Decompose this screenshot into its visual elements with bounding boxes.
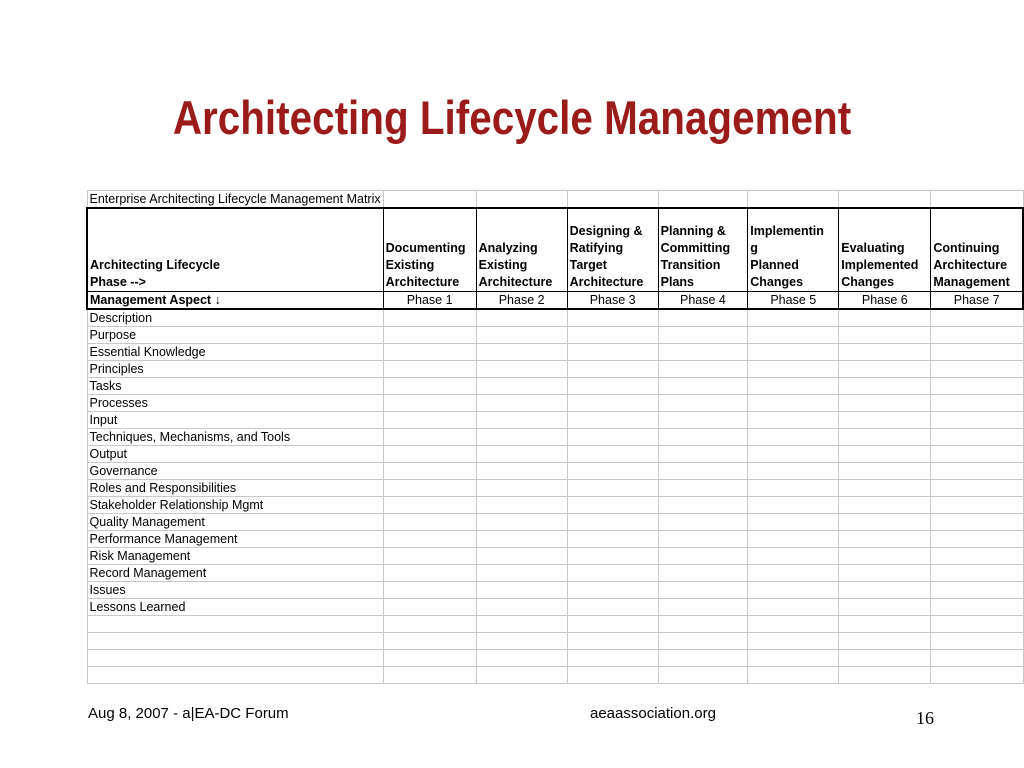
matrix-cell bbox=[383, 667, 476, 684]
matrix-cell bbox=[839, 463, 931, 480]
table-row bbox=[87, 378, 1023, 395]
matrix-cell bbox=[476, 531, 567, 548]
matrix-cell bbox=[748, 633, 839, 650]
matrix-cell bbox=[658, 480, 748, 497]
table-row bbox=[87, 327, 1023, 344]
matrix-cell bbox=[567, 531, 658, 548]
matrix-cell bbox=[839, 633, 931, 650]
matrix-cell bbox=[476, 429, 567, 446]
matrix-cell bbox=[567, 633, 658, 650]
matrix-cell bbox=[476, 327, 567, 344]
matrix-cell bbox=[931, 650, 1023, 667]
matrix-cell bbox=[383, 650, 476, 667]
matrix-cell bbox=[748, 361, 839, 378]
phase-name-cell bbox=[567, 208, 658, 292]
aspect-label: Tasks bbox=[87, 378, 383, 395]
table-row bbox=[87, 463, 1023, 480]
matrix-cell bbox=[839, 599, 931, 616]
aspect-label: Governance bbox=[87, 463, 383, 480]
row-header-label: Architecting Lifecycle Phase --> bbox=[90, 258, 220, 289]
slide-title: Architecting Lifecycle Management bbox=[172, 91, 852, 144]
matrix-cell bbox=[658, 633, 748, 650]
matrix-cell bbox=[748, 463, 839, 480]
matrix-cell bbox=[476, 395, 567, 412]
matrix-cell bbox=[931, 582, 1023, 599]
matrix-cell bbox=[567, 463, 658, 480]
matrix-cell bbox=[931, 378, 1023, 395]
matrix-cell bbox=[567, 599, 658, 616]
footer-date-forum: Aug 8, 2007 - a|EA-DC Forum bbox=[88, 705, 289, 722]
table-row bbox=[87, 309, 1023, 327]
matrix-cell bbox=[748, 327, 839, 344]
matrix-cell bbox=[476, 309, 567, 327]
matrix-cell bbox=[839, 378, 931, 395]
matrix-cell bbox=[383, 412, 476, 429]
phase-name-cell bbox=[748, 208, 839, 292]
matrix-cell bbox=[748, 565, 839, 582]
matrix-cell bbox=[748, 531, 839, 548]
table-row bbox=[87, 599, 1023, 616]
matrix-cell bbox=[931, 344, 1023, 361]
matrix-cell bbox=[383, 599, 476, 616]
matrix-cell bbox=[567, 480, 658, 497]
table-row bbox=[87, 497, 1023, 514]
matrix-cell bbox=[931, 327, 1023, 344]
matrix-cell bbox=[567, 412, 658, 429]
aspect-label: Output bbox=[87, 446, 383, 463]
matrix-cell bbox=[383, 480, 476, 497]
matrix-cell bbox=[931, 548, 1023, 565]
row-header-cell bbox=[87, 208, 383, 292]
table-row bbox=[87, 616, 1023, 633]
aspect-label bbox=[87, 667, 383, 684]
phase-name-4: Planning & Committing Transition Plans bbox=[660, 224, 731, 289]
matrix-cell bbox=[476, 514, 567, 531]
matrix-cell bbox=[931, 633, 1023, 650]
matrix-cell bbox=[658, 531, 748, 548]
matrix-cell bbox=[839, 531, 931, 548]
matrix-cell bbox=[383, 548, 476, 565]
matrix-cell bbox=[383, 361, 476, 378]
table-row bbox=[87, 582, 1023, 599]
matrix-cell bbox=[931, 497, 1023, 514]
phase-name-cell bbox=[658, 208, 748, 292]
matrix-cell bbox=[383, 344, 476, 361]
matrix-cell bbox=[476, 497, 567, 514]
aspect-label: Description bbox=[87, 309, 383, 327]
matrix-cell bbox=[839, 309, 931, 327]
aspect-label: Processes bbox=[87, 395, 383, 412]
matrix-cell bbox=[567, 361, 658, 378]
matrix-cell bbox=[567, 565, 658, 582]
matrix-cell bbox=[748, 599, 839, 616]
aspect-label: Lessons Learned bbox=[87, 599, 383, 616]
matrix-cell bbox=[658, 582, 748, 599]
matrix-cell bbox=[748, 582, 839, 599]
matrix-cell bbox=[658, 548, 748, 565]
matrix-cell bbox=[839, 327, 931, 344]
matrix-cell bbox=[658, 463, 748, 480]
matrix-cell bbox=[476, 480, 567, 497]
phase-name-5: Implementin g Planned Changes bbox=[750, 224, 824, 289]
phase-name-3: Designing & Ratifying Target Architecture bbox=[569, 224, 644, 289]
matrix-cell bbox=[383, 327, 476, 344]
phase-name-row bbox=[87, 208, 1023, 292]
matrix-cell bbox=[839, 480, 931, 497]
matrix-cell bbox=[931, 565, 1023, 582]
matrix-cell bbox=[931, 531, 1023, 548]
matrix-cell bbox=[383, 633, 476, 650]
matrix-cell bbox=[839, 565, 931, 582]
phase-name-2: Analyzing Existing Architecture bbox=[478, 241, 553, 289]
matrix-cell bbox=[658, 309, 748, 327]
matrix-cell bbox=[839, 446, 931, 463]
matrix-cell bbox=[383, 616, 476, 633]
matrix-cell bbox=[476, 599, 567, 616]
table-row bbox=[87, 480, 1023, 497]
table-row bbox=[87, 667, 1023, 684]
footer-website: aeaassociation.org bbox=[590, 705, 716, 722]
phase-label-2: Phase 2 bbox=[476, 292, 567, 310]
phase-name-cell bbox=[383, 208, 476, 292]
matrix-cell bbox=[567, 309, 658, 327]
matrix-cell bbox=[931, 667, 1023, 684]
matrix-cell bbox=[931, 395, 1023, 412]
aspect-label: Techniques, Mechanisms, and Tools bbox=[87, 429, 383, 446]
matrix-cell bbox=[383, 531, 476, 548]
aspect-label: Risk Management bbox=[87, 548, 383, 565]
matrix-cell bbox=[383, 497, 476, 514]
matrix-cell bbox=[567, 497, 658, 514]
matrix-cell bbox=[567, 395, 658, 412]
matrix-cell bbox=[383, 446, 476, 463]
matrix-cell bbox=[567, 446, 658, 463]
matrix-cell bbox=[658, 446, 748, 463]
matrix-caption: Enterprise Architecting Lifecycle Management Matrix bbox=[87, 191, 383, 209]
matrix-cell bbox=[658, 361, 748, 378]
phase-label-5: Phase 5 bbox=[748, 292, 839, 310]
matrix-cell bbox=[839, 514, 931, 531]
table-row bbox=[87, 650, 1023, 667]
phase-label-6: Phase 6 bbox=[839, 292, 931, 310]
matrix-cell bbox=[658, 514, 748, 531]
aspect-label: Stakeholder Relationship Mgmt bbox=[87, 497, 383, 514]
matrix-cell bbox=[476, 463, 567, 480]
table-row bbox=[87, 344, 1023, 361]
matrix-cell bbox=[931, 412, 1023, 429]
aspect-label: Record Management bbox=[87, 565, 383, 582]
caption-row bbox=[87, 191, 1023, 209]
management-aspect-label: Management Aspect ↓ bbox=[87, 292, 383, 310]
table-row bbox=[87, 565, 1023, 582]
phase-name-7: Continuing Architecture Management bbox=[933, 241, 1010, 289]
matrix-cell bbox=[931, 463, 1023, 480]
phase-name-cell bbox=[839, 208, 931, 292]
matrix-cell bbox=[658, 412, 748, 429]
table-row bbox=[87, 361, 1023, 378]
matrix-cell bbox=[748, 514, 839, 531]
matrix-cell bbox=[931, 429, 1023, 446]
matrix-cell bbox=[748, 650, 839, 667]
matrix-cell bbox=[748, 446, 839, 463]
matrix-cell bbox=[567, 548, 658, 565]
matrix-cell bbox=[567, 327, 658, 344]
table-row bbox=[87, 514, 1023, 531]
phase-label-7: Phase 7 bbox=[931, 292, 1023, 310]
table-row bbox=[87, 548, 1023, 565]
matrix-cell bbox=[567, 582, 658, 599]
matrix-cell bbox=[383, 463, 476, 480]
phase-name-6: Evaluating Implemented Changes bbox=[841, 241, 919, 289]
matrix-cell bbox=[658, 429, 748, 446]
matrix-cell bbox=[931, 480, 1023, 497]
matrix-cell bbox=[658, 616, 748, 633]
matrix-cell bbox=[658, 378, 748, 395]
matrix-cell bbox=[658, 395, 748, 412]
matrix-cell bbox=[839, 497, 931, 514]
matrix-cell bbox=[839, 412, 931, 429]
aspect-label bbox=[87, 650, 383, 667]
matrix-cell bbox=[931, 616, 1023, 633]
matrix-cell bbox=[748, 429, 839, 446]
matrix-cell bbox=[931, 514, 1023, 531]
matrix-cell bbox=[748, 548, 839, 565]
page-number: 16 bbox=[916, 708, 934, 728]
matrix-cell bbox=[839, 361, 931, 378]
matrix-cell bbox=[658, 344, 748, 361]
matrix-cell bbox=[839, 667, 931, 684]
table-row bbox=[87, 531, 1023, 548]
matrix-cell bbox=[839, 548, 931, 565]
aspect-label: Issues bbox=[87, 582, 383, 599]
matrix-cell bbox=[476, 548, 567, 565]
matrix-cell bbox=[658, 650, 748, 667]
matrix-cell bbox=[748, 497, 839, 514]
lifecycle-matrix bbox=[86, 190, 1024, 684]
matrix-cell bbox=[658, 599, 748, 616]
matrix-cell bbox=[567, 667, 658, 684]
table-row bbox=[87, 429, 1023, 446]
aspect-label: Roles and Responsibilities bbox=[87, 480, 383, 497]
matrix-cell bbox=[567, 514, 658, 531]
matrix-cell bbox=[839, 582, 931, 599]
matrix-cell bbox=[748, 480, 839, 497]
matrix-cell bbox=[476, 650, 567, 667]
matrix-cell bbox=[476, 361, 567, 378]
aspect-label bbox=[87, 616, 383, 633]
matrix-cell bbox=[383, 429, 476, 446]
matrix-cell bbox=[476, 667, 567, 684]
matrix-cell bbox=[839, 616, 931, 633]
aspect-label: Quality Management bbox=[87, 514, 383, 531]
table-row bbox=[87, 633, 1023, 650]
aspect-label: Purpose bbox=[87, 327, 383, 344]
matrix-cell bbox=[383, 514, 476, 531]
matrix-cell bbox=[839, 429, 931, 446]
matrix-cell bbox=[931, 446, 1023, 463]
matrix-cell bbox=[931, 361, 1023, 378]
matrix-cell bbox=[383, 395, 476, 412]
matrix-cell bbox=[748, 412, 839, 429]
matrix-cell bbox=[839, 344, 931, 361]
matrix-cell bbox=[839, 650, 931, 667]
matrix-cell bbox=[658, 497, 748, 514]
matrix-cell bbox=[931, 599, 1023, 616]
matrix-cell bbox=[748, 667, 839, 684]
matrix-cell bbox=[748, 395, 839, 412]
matrix-cell bbox=[476, 412, 567, 429]
matrix-cell bbox=[931, 309, 1023, 327]
matrix-cell bbox=[748, 616, 839, 633]
aspect-label bbox=[87, 633, 383, 650]
phase-name-1: Documenting Existing Architecture bbox=[385, 241, 466, 289]
matrix-cell bbox=[383, 378, 476, 395]
matrix-cell bbox=[383, 565, 476, 582]
matrix-cell bbox=[748, 344, 839, 361]
aspect-label: Input bbox=[87, 412, 383, 429]
table-row bbox=[87, 395, 1023, 412]
phase-name-cell bbox=[476, 208, 567, 292]
table-row bbox=[87, 446, 1023, 463]
phase-label-1: Phase 1 bbox=[383, 292, 476, 310]
phase-name-cell bbox=[931, 208, 1023, 292]
matrix-cell bbox=[567, 429, 658, 446]
matrix-cell bbox=[567, 650, 658, 667]
matrix-cell bbox=[383, 309, 476, 327]
phase-label-4: Phase 4 bbox=[658, 292, 748, 310]
matrix-cell bbox=[383, 582, 476, 599]
phase-label-row bbox=[87, 292, 1023, 310]
aspect-label: Essential Knowledge bbox=[87, 344, 383, 361]
matrix-cell bbox=[658, 327, 748, 344]
matrix-cell bbox=[748, 309, 839, 327]
matrix-cell bbox=[476, 582, 567, 599]
aspect-label: Performance Management bbox=[87, 531, 383, 548]
matrix-cell bbox=[658, 667, 748, 684]
table-row bbox=[87, 412, 1023, 429]
matrix-cell bbox=[476, 378, 567, 395]
matrix-cell bbox=[567, 344, 658, 361]
matrix-cell bbox=[567, 378, 658, 395]
matrix-cell bbox=[476, 616, 567, 633]
matrix-cell bbox=[476, 565, 567, 582]
matrix-cell bbox=[748, 378, 839, 395]
matrix-cell bbox=[476, 633, 567, 650]
matrix-cell bbox=[839, 395, 931, 412]
matrix-cell bbox=[658, 565, 748, 582]
matrix-cell bbox=[476, 446, 567, 463]
matrix-cell bbox=[476, 344, 567, 361]
matrix-cell bbox=[567, 616, 658, 633]
aspect-label: Principles bbox=[87, 361, 383, 378]
phase-label-3: Phase 3 bbox=[567, 292, 658, 310]
